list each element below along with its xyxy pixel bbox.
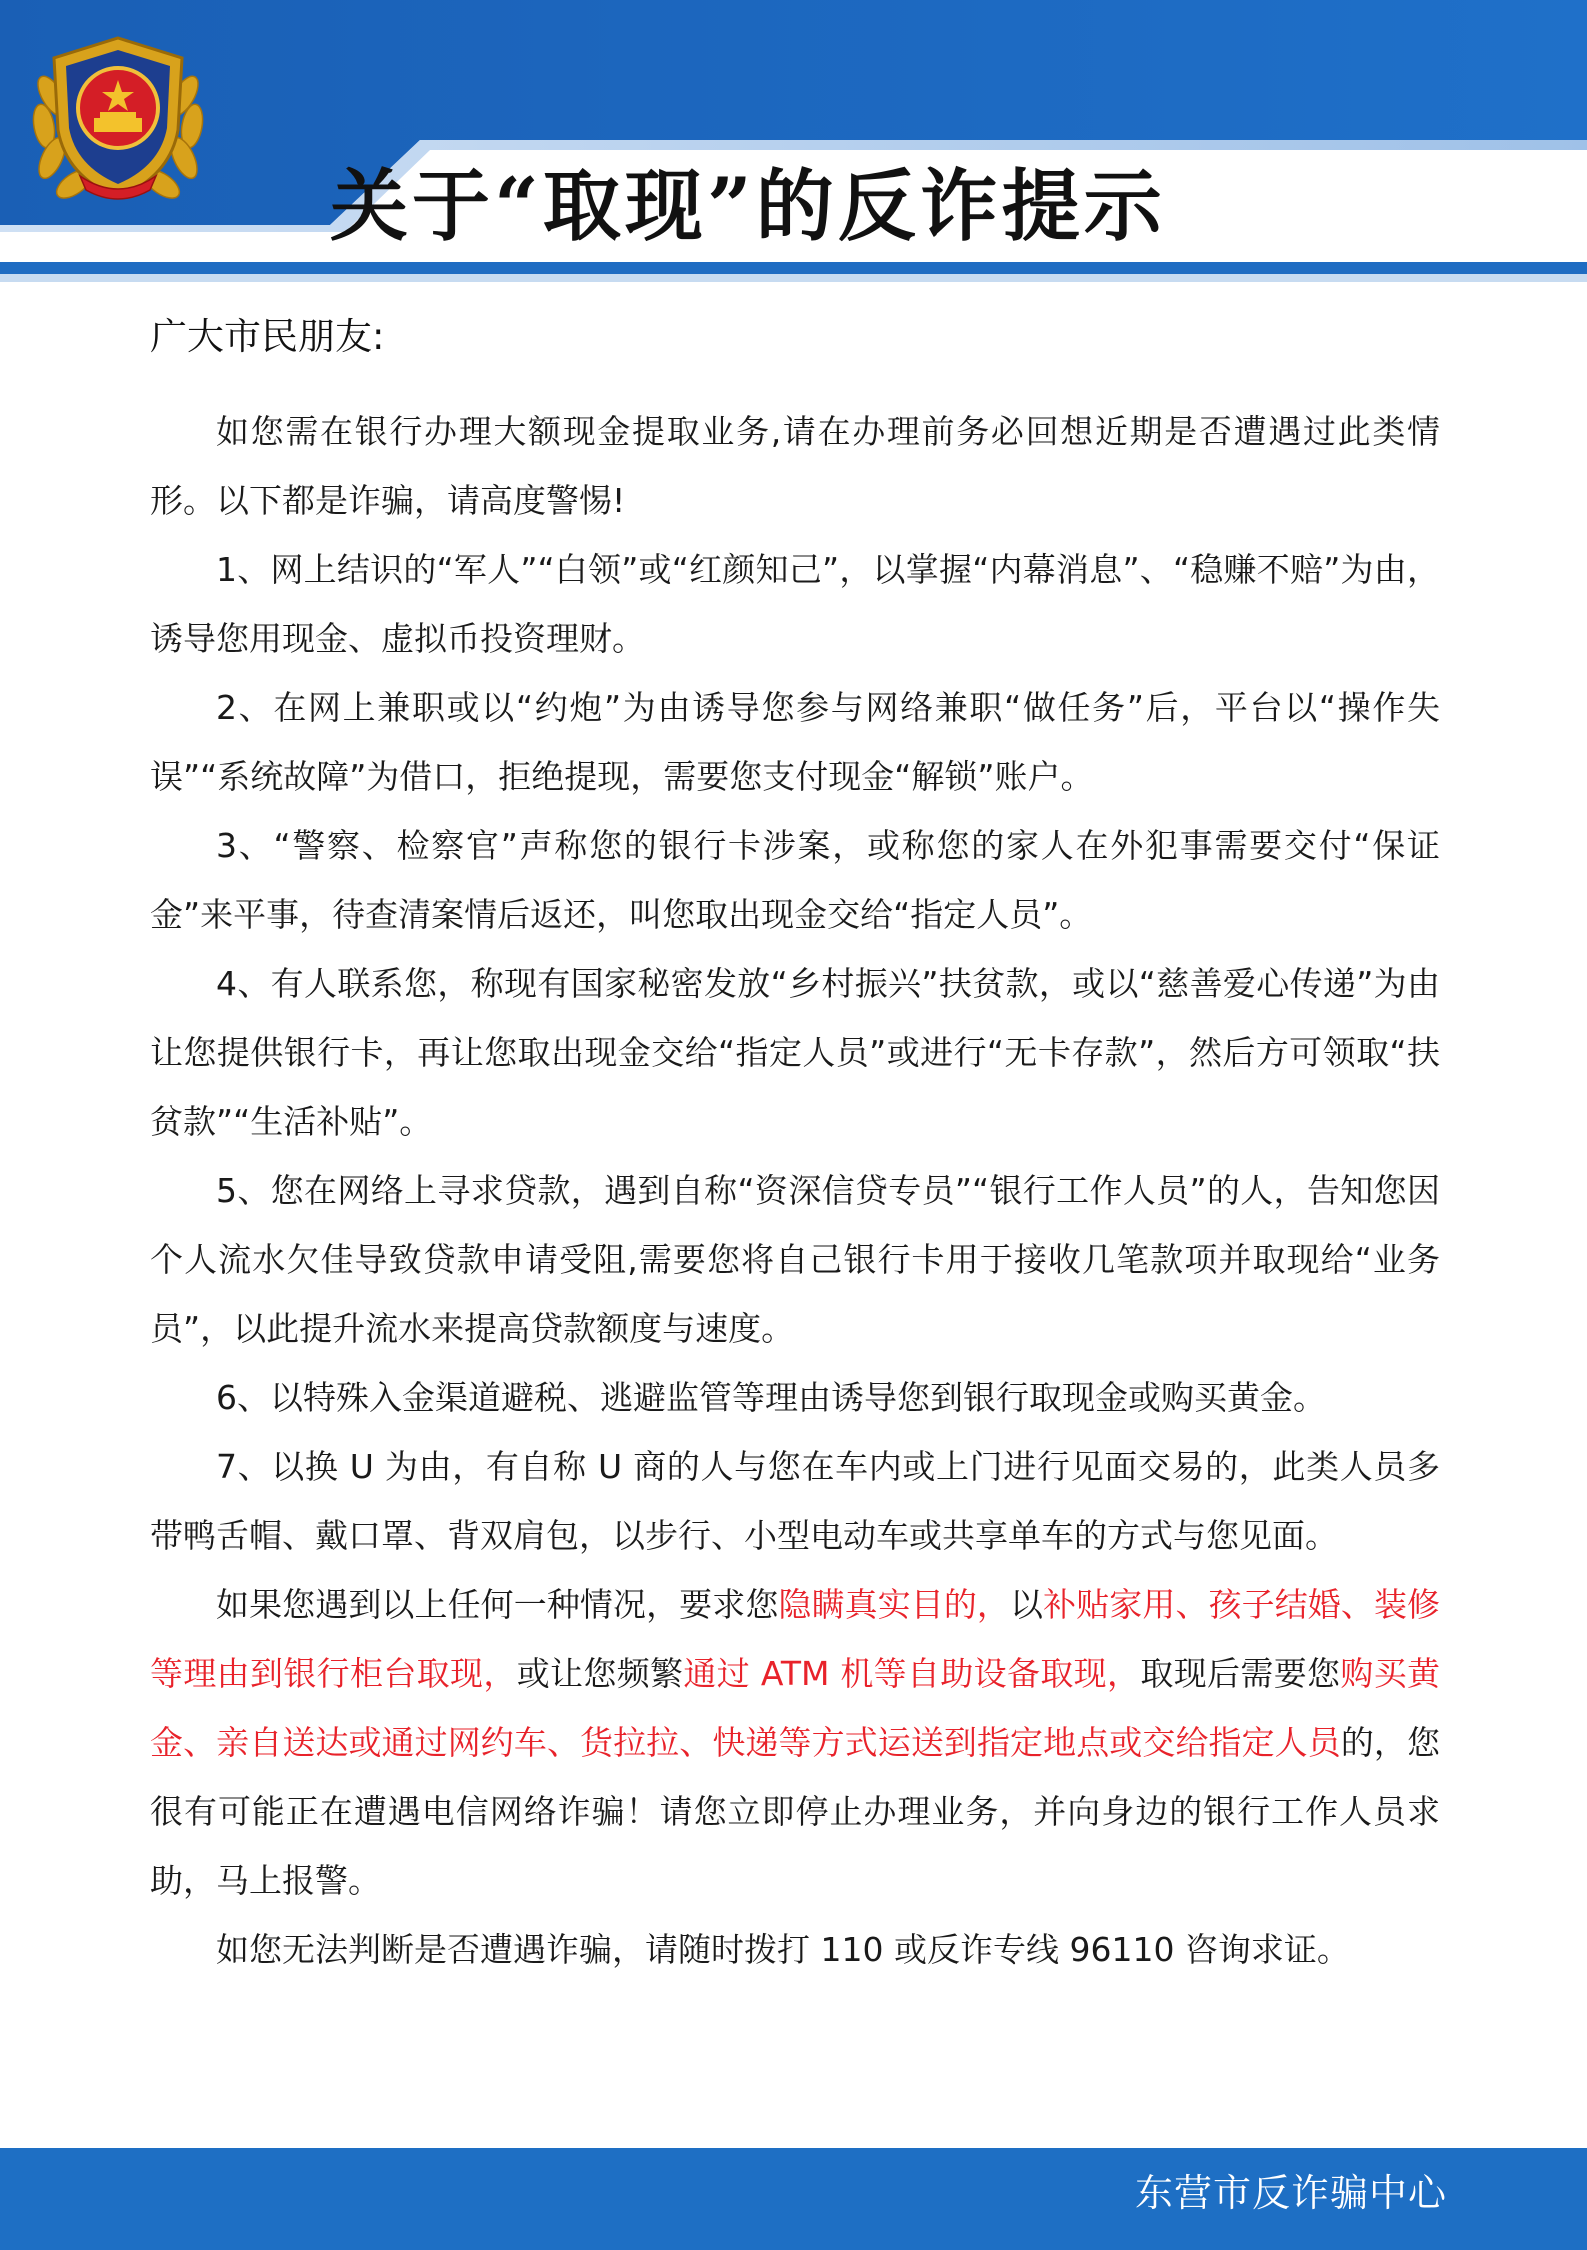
paragraph-text: 4、有人联系您，称现有国家秘密发放“乡村振兴”扶贫款，或以“慈善爱心传递”为由让您提供银行卡，再让您取出现金交给“指定人员”或进行“无卡存款”，然后方可领取“扶贫款”“生活补贴”。	[150, 964, 1440, 1141]
paragraph-text: 以	[1010, 1585, 1044, 1624]
footer-organization: 东营市反诈骗中心	[1134, 2171, 1447, 2215]
paragraph-text: 或让您频繁	[516, 1654, 684, 1693]
paragraph	[150, 1570, 1440, 1915]
paragraph	[150, 811, 1440, 949]
greeting: 广大市民朋友:	[150, 315, 385, 358]
highlighted-warning-text: 通过 ATM 机等自助设备取现，	[683, 1654, 1141, 1693]
highlighted-warning-text: 补贴家用、孩子结婚、装修等理由到银行柜台取现，	[150, 1585, 1441, 1693]
header-banner	[0, 0, 1587, 290]
paragraph	[150, 535, 1440, 673]
paragraph-text: 6、以特殊入金渠道避税、逃避监管等理由诱导您到银行取现金或购买黄金。	[216, 1378, 1326, 1417]
paragraph	[150, 1915, 1440, 1984]
notice-body	[150, 315, 1441, 1984]
paragraph-list	[150, 397, 1440, 1984]
footer-band	[0, 2148, 1587, 2250]
paragraph-text: 如果您遇到以上任何一种情况，要求您	[216, 1585, 779, 1624]
paragraph	[150, 1363, 1440, 1432]
paragraph-text: 5、您在网络上寻求贷款，遇到自称“资深信贷专员”“银行工作人员”的人，告知您因个人流水欠佳导致贷款申请受阻,需要您将自己银行卡用于接收几笔款项并取现给“业务员”，以此提升流水来提高贷款额度与速度。	[150, 1171, 1440, 1348]
paragraph-text: 1、网上结识的“军人”“白领”或“红颜知己”，以掌握“内幕消息”、“稳赚不赔”为由，诱导您用现金、虚拟币投资理财。	[150, 550, 1440, 658]
paragraph-text: 的，您很有可能正在遭遇电信网络诈骗！请您立即停止办理业务，并向身边的银行工作人员求助，马上报警。	[150, 1723, 1441, 1900]
paragraph-text: 2、在网上兼职或以“约炮”为由诱导您参与网络兼职“做任务”后，平台以“操作失误”“系统故障”为借口，拒绝提现，需要您支付现金“解锁”账户。	[150, 688, 1440, 796]
page-title: 关于“取现”的反诈提示	[330, 161, 1166, 252]
paragraph-text: 如您需在银行办理大额现金提取业务,请在办理前务必回想近期是否遭遇过此类情形。以下都是诈骗，请高度警惕!	[150, 412, 1440, 520]
paragraph	[150, 397, 1440, 535]
paragraph-text: 7、以换 U 为由，有自称 U 商的人与您在车内或上门进行见面交易的，此类人员多带鸭舌帽、戴口罩、背双肩包，以步行、小型电动车或共享单车的方式与您见面。	[150, 1447, 1440, 1555]
highlighted-warning-text: 购买黄金、亲自送达或通过网约车、货拉拉、快递等方式运送到指定地点或交给指定人员	[150, 1654, 1441, 1762]
paragraph-text: 取现后需要您	[1140, 1654, 1341, 1693]
paragraph-text: 如您无法判断是否遭遇诈骗，请随时拨打 110 或反诈专线 96110 咨询求证。	[216, 1930, 1350, 1969]
paragraph	[150, 1156, 1440, 1363]
paragraph-text: 3、“警察、检察官”声称您的银行卡涉案，或称您的家人在外犯事需要交付“保证金”来平事，待查清案情后返还，叫您取出现金交给“指定人员”。	[150, 826, 1440, 934]
paragraph	[150, 673, 1440, 811]
highlighted-warning-text: 隐瞒真实目的，	[778, 1585, 1011, 1624]
police-emblem-icon	[22, 26, 214, 212]
paragraph	[150, 1432, 1440, 1570]
paragraph	[150, 949, 1440, 1156]
